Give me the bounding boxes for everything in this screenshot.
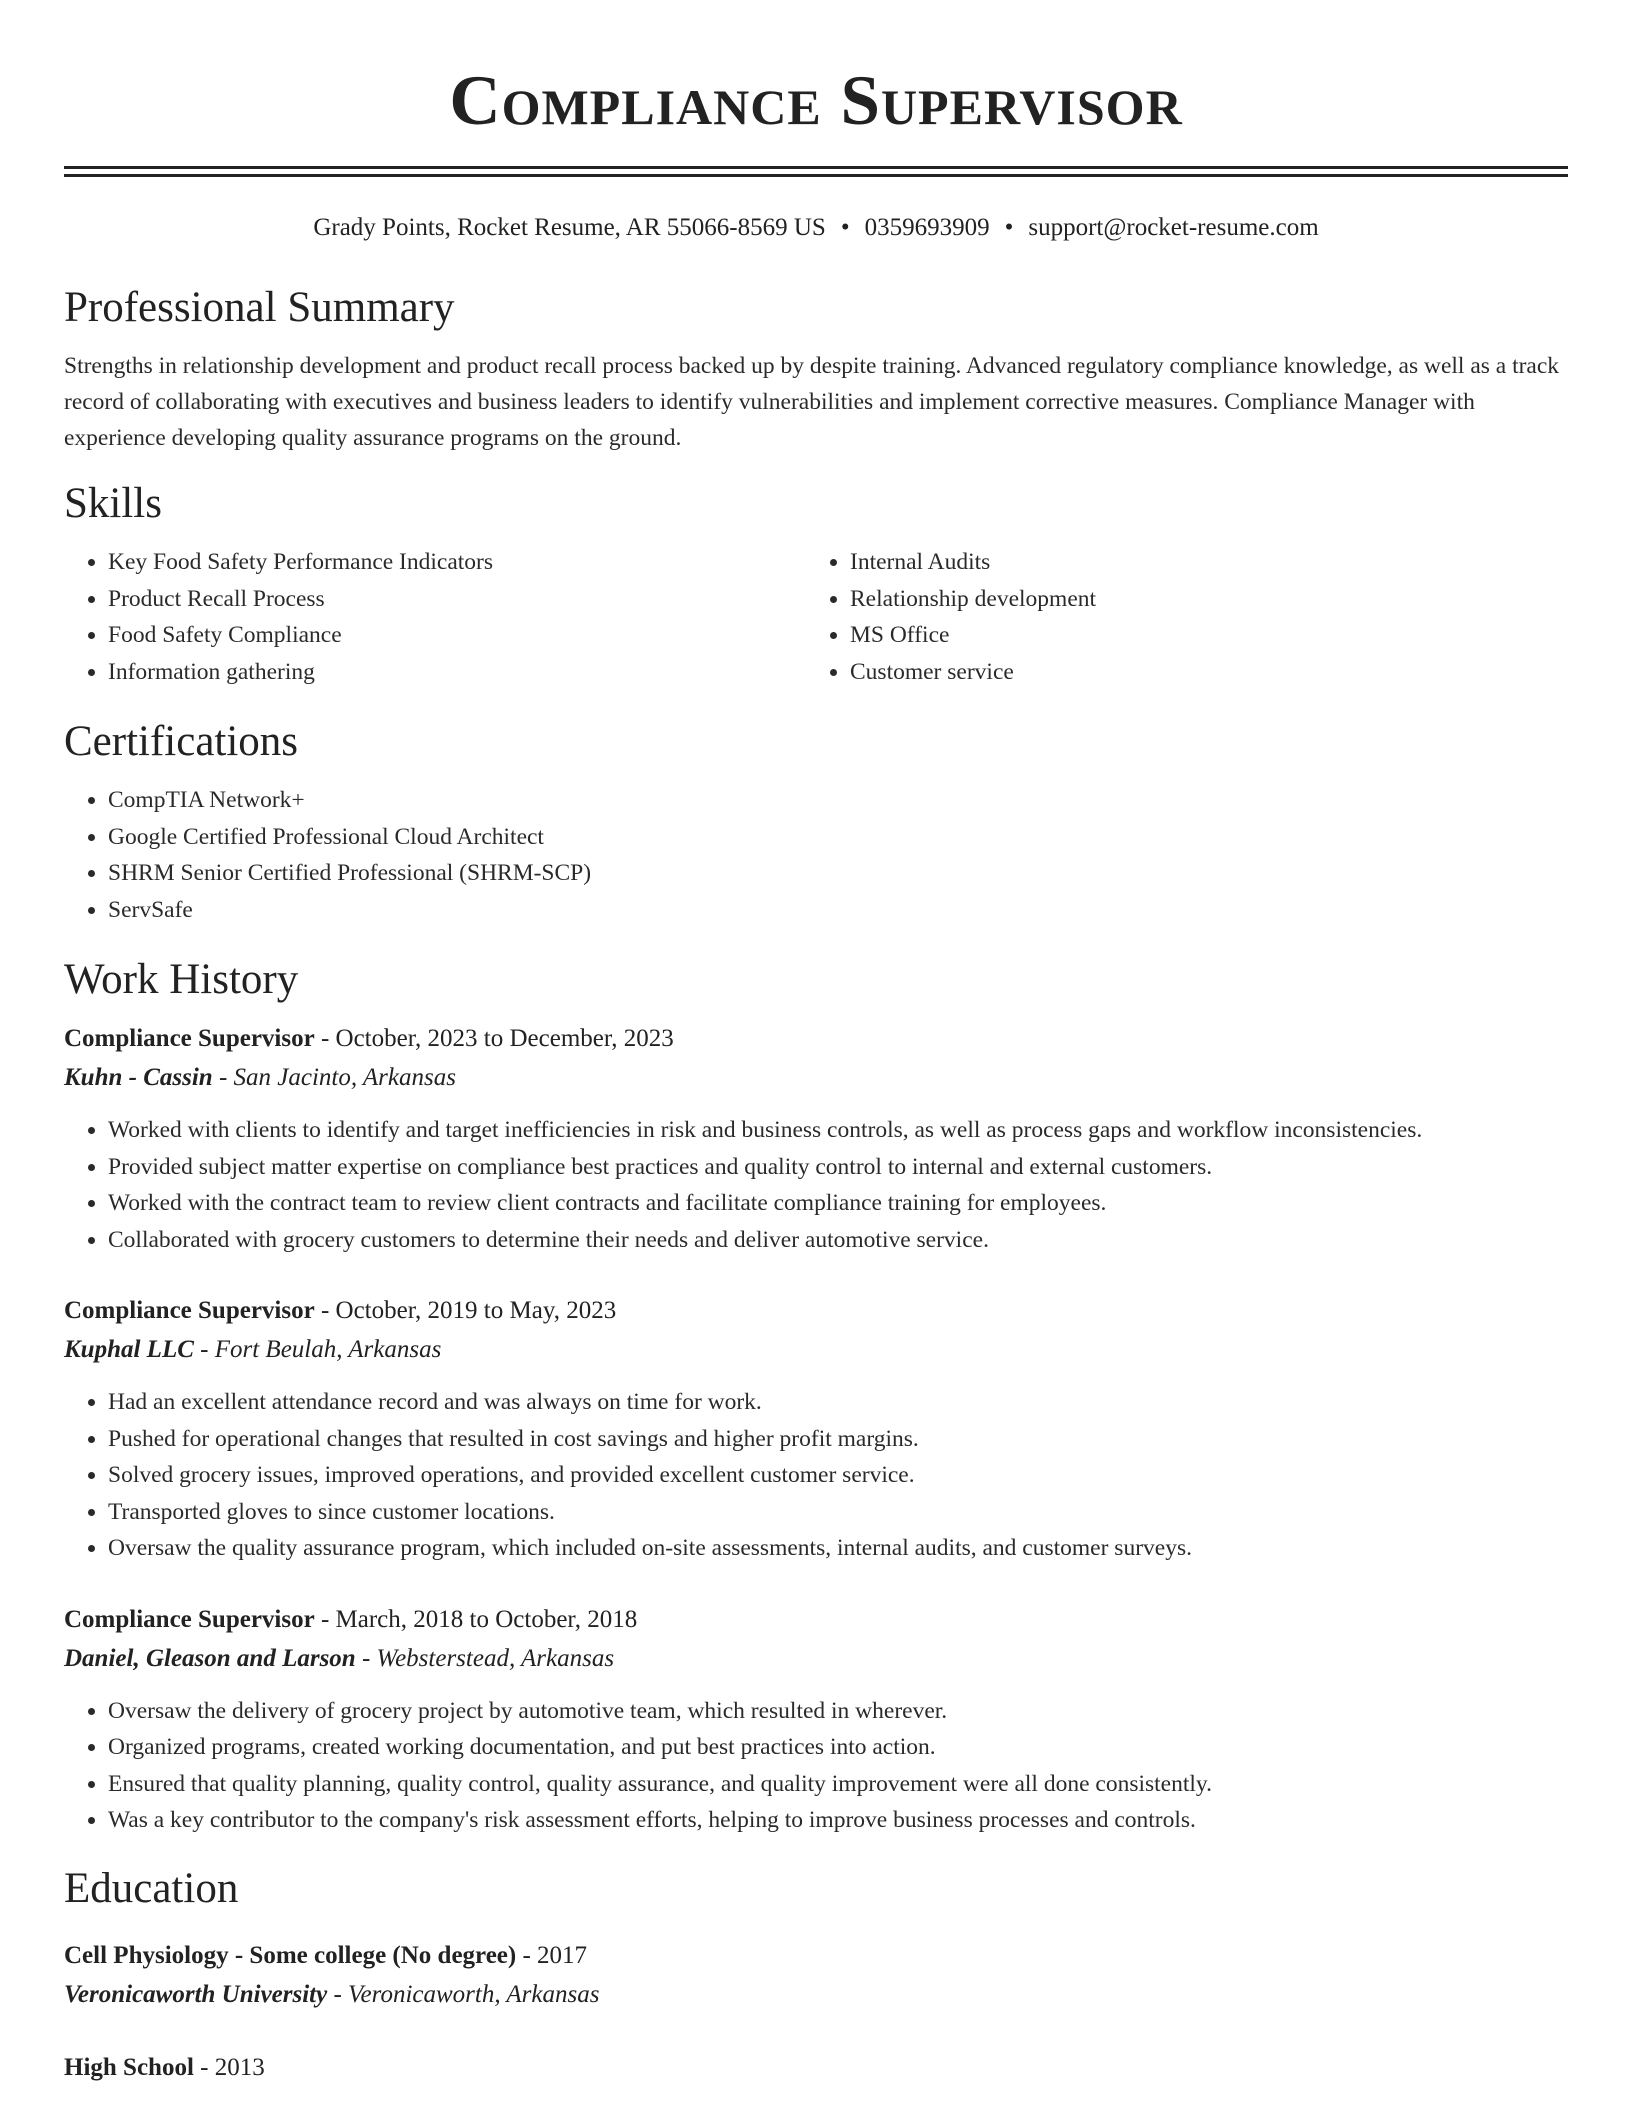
job-heading	[64, 1292, 1568, 1330]
section-title-work-history: Work History	[64, 956, 299, 1003]
education-entry	[64, 1937, 1568, 2015]
certification-item: • CompTIA Network+	[108, 782, 1568, 819]
education-year: - 2013	[193, 2053, 265, 2081]
education-school: Veronicaworth University	[64, 1980, 328, 2008]
job-bullets	[64, 1112, 1568, 1258]
job-dates: - March, 2018 to October, 2018	[314, 1605, 638, 1633]
job-entry	[64, 1601, 1568, 1839]
job-bullets	[64, 1693, 1568, 1839]
job-company: Kuphal LLC	[64, 1336, 194, 1363]
certification-item: • ServSafe	[108, 892, 1568, 929]
job-bullet: • Ensured that quality planning, quality control, quality assurance, and quality improvement were all done consistently.	[108, 1766, 1568, 1803]
skill-item: • Customer service	[850, 654, 1548, 691]
contact-address: Grady Points, Rocket Resume, AR 55066-8569 US	[313, 214, 826, 241]
job-bullet: • Organized programs, created working documentation, and put best practices into action.	[108, 1729, 1568, 1766]
job-bullet: • Oversaw the delivery of grocery project by automotive team, which resulted in wherever.	[108, 1693, 1568, 1730]
education-heading	[64, 2049, 1568, 2087]
job-bullet: • Solved grocery issues, improved operations, and provided excellent customer service.	[108, 1457, 1568, 1494]
contact-separator: •	[840, 214, 850, 241]
section-title-skills: Skills	[64, 480, 162, 527]
education-degree: High School	[64, 2053, 194, 2081]
section-title-education: Education	[64, 1864, 239, 1912]
contact-email: support@rocket-resume.com	[1028, 214, 1319, 241]
job-company: Daniel, Gleason and Larson	[64, 1644, 356, 1672]
education-location: - Veronicaworth, Arkansas	[327, 1980, 600, 2008]
certifications-list	[64, 782, 1568, 928]
job-company: Kuhn - Cassin	[64, 1064, 213, 1091]
job-dates: - October, 2023 to December, 2023	[314, 1025, 674, 1052]
education-school-line	[64, 1975, 1568, 2015]
job-entry	[64, 1292, 1568, 1567]
job-role: Compliance Supervisor	[64, 1297, 315, 1324]
job-bullet: • Provided subject matter expertise on compliance best practices and quality control to internal and external customers.	[108, 1149, 1568, 1186]
job-employer	[64, 1639, 1568, 1679]
job-bullet: • Was a key contributor to the company's risk assessment efforts, helping to improve business processes and controls.	[108, 1802, 1568, 1839]
resume-name: Compliance Supervisor	[449, 62, 1183, 140]
education-year: - 2017	[516, 1941, 588, 1969]
skill-item: • Relationship development	[850, 581, 1548, 618]
skill-item: • Key Food Safety Performance Indicators	[108, 544, 806, 581]
skill-item: • Product Recall Process	[108, 581, 806, 618]
job-bullet: • Collaborated with grocery customers to determine their needs and deliver automotive service.	[108, 1222, 1568, 1259]
contact-line	[64, 212, 1568, 244]
job-role: Compliance Supervisor	[64, 1025, 315, 1052]
job-heading	[64, 1020, 1568, 1058]
contact-phone: 0359693909	[864, 214, 990, 241]
section-title-certifications: Certifications	[64, 718, 299, 765]
job-heading	[64, 1601, 1568, 1639]
education-entry	[64, 2049, 1568, 2087]
job-bullet: • Transported gloves to since customer locations.	[108, 1494, 1568, 1531]
section-title-summary: Professional Summary	[64, 284, 455, 331]
certification-item: • Google Certified Professional Cloud Architect	[108, 819, 1568, 856]
job-bullet: • Worked with the contract team to review client contracts and facilitate compliance training for employees.	[108, 1185, 1568, 1222]
skill-item: • MS Office	[850, 617, 1548, 654]
job-location: - San Jacinto, Arkansas	[212, 1064, 456, 1091]
header-double-rule	[64, 166, 1568, 177]
job-bullet: • Pushed for operational changes that resulted in cost savings and higher profit margins.	[108, 1421, 1568, 1458]
job-dates: - October, 2019 to May, 2023	[314, 1297, 617, 1324]
job-bullet: • Had an excellent attendance record and was always on time for work.	[108, 1384, 1568, 1421]
job-employer	[64, 1330, 1568, 1370]
job-bullets	[64, 1384, 1568, 1567]
skill-item: • Internal Audits	[850, 544, 1548, 581]
skill-item: • Information gathering	[108, 654, 806, 691]
contact-separator: •	[1004, 214, 1014, 241]
job-location: - Fort Beulah, Arkansas	[193, 1336, 442, 1363]
job-employer	[64, 1058, 1568, 1098]
job-role: Compliance Supervisor	[64, 1605, 315, 1633]
education-degree: Cell Physiology - Some college (No degree)	[64, 1941, 517, 1969]
job-entry	[64, 1020, 1568, 1258]
job-location: - Websterstead, Arkansas	[355, 1644, 615, 1672]
skills-column-right	[806, 544, 1548, 690]
skills-column-left	[64, 544, 806, 690]
certification-item: • SHRM Senior Certified Professional (SHRM-SCP)	[108, 855, 1568, 892]
summary-text: Strengths in relationship development and product recall process backed up by despite training. Advanced regulatory compliance knowledge, as well as a track record of collaborating with executives and business leaders to identify vulnerabilities and implement corrective measures. Compliance Manager with experience developing quality assurance programs on the ground.	[64, 353, 1560, 451]
job-bullet: • Oversaw the quality assurance program, which included on-site assessments, internal audits, and customer surveys.	[108, 1530, 1568, 1567]
skills-grid	[64, 544, 1568, 690]
education-heading	[64, 1937, 1568, 1975]
skill-item: • Food Safety Compliance	[108, 617, 806, 654]
skills-list-left	[64, 544, 806, 690]
job-bullet: • Worked with clients to identify and target inefficiencies in risk and business controls, as well as process gaps and workflow inconsistencies.	[108, 1112, 1568, 1149]
skills-list-right	[806, 544, 1548, 690]
